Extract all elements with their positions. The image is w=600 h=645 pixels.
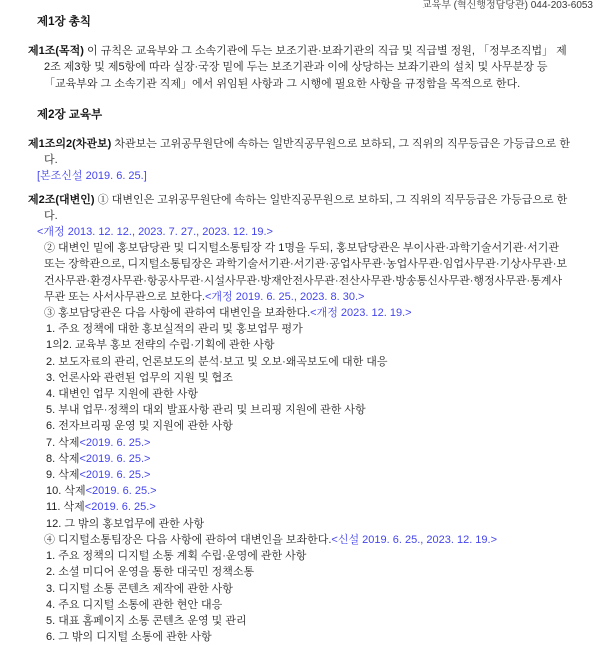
text-segment: 3. 디지털 소통 콘텐츠 제작에 관한 사항 [46, 582, 233, 595]
text-segment: 5. 대표 홈페이지 소통 콘텐츠 운영 및 관리 [46, 614, 247, 627]
doc-line [0, 499, 600, 515]
amendment-link[interactable]: <개정 2013. 12. 12., 2023. 7. 27., 2023. 12. 19.> [37, 226, 273, 239]
text-segment: 7. 삭제 [46, 436, 80, 449]
amendment-link[interactable]: <2019. 6. 25.> [79, 452, 151, 465]
doc-line [0, 370, 600, 386]
doc-line [0, 321, 600, 337]
amendment-link[interactable]: [본조신설 2019. 6. 25.] [37, 170, 147, 183]
doc-line [0, 581, 600, 597]
doc-line [0, 418, 600, 434]
amendment-link[interactable]: <2019. 6. 25.> [79, 469, 151, 482]
amendment-link[interactable]: <신설 2019. 6. 25., 2023. 12. 19.> [331, 533, 498, 546]
document-body [0, 14, 600, 645]
text-segment: 2. 보도자료의 관리, 언론보도의 분석·보고 및 오보·왜곡보도에 대한 대응 [46, 355, 388, 368]
article-label: 제1조(목적) [28, 45, 84, 58]
chapter-heading [0, 107, 600, 123]
text-segment: 5. 부내 업무·정책의 대외 발표사항 관리 및 브리핑 지원에 관한 사항 [46, 404, 366, 417]
article-label: 제2장 교육부 [37, 108, 103, 121]
text-segment: 11. 삭제 [46, 501, 85, 514]
doc-line [0, 224, 600, 240]
doc-line [0, 305, 600, 321]
text-segment: 1의2. 교육부 홍보 전략의 수립·기획에 관한 사항 [46, 339, 275, 352]
text-segment: 8. 삭제 [46, 452, 80, 465]
text-segment: ③ 홍보담당관은 다음 사항에 관하여 대변인을 보좌한다. [44, 307, 311, 320]
amendment-link[interactable]: <개정 2023. 12. 19.> [310, 307, 412, 320]
text-segment: 10. 삭제 [46, 485, 86, 498]
text-segment: ① 대변인은 고위공무원단에 속하는 일반직공무원으로 보하되, 그 직위의 직무등급은 가등급으로 한다. [44, 193, 568, 222]
doc-line [0, 402, 600, 418]
amendment-link[interactable]: <개정 2019. 6. 25., 2023. 8. 30.> [205, 290, 365, 303]
amendment-link[interactable]: <2019. 6. 25.> [84, 501, 156, 514]
article-label: 제1조의2(차관보) [28, 138, 112, 151]
doc-line [0, 192, 600, 224]
chapter-heading [0, 14, 600, 30]
doc-line [0, 597, 600, 613]
text-segment: 12. 그 밖의 홍보업무에 관한 사항 [46, 517, 205, 530]
doc-line [0, 548, 600, 564]
text-segment: ② 대변인 밑에 홍보담당관 및 디지털소통팀장 각 1명을 두되, 홍보담당관은 부이사관·과학기술서기관·서기관 또는 장학관으로, 디지털소통팀장은 과학기술서기관·서기관·공업사무관·농업사무관·임업사무관·기상사무관·보건사무관·환경사무관·항공사무관·시설사무관·방재안전사무관·전산사무관·방송통신사무관·행정사무관·통계사무관 또는 사서사무관으로 보한다. [44, 242, 567, 303]
article-label: 제1장 총칙 [37, 16, 92, 28]
doc-line [0, 629, 600, 645]
doc-line [0, 337, 600, 353]
text-segment: 4. 주요 디지털 소통에 관한 현안 대응 [46, 598, 223, 611]
doc-line [0, 532, 600, 548]
text-segment: 이 규칙은 교육부와 그 소속기관에 두는 보조기관·보좌기관의 직급 및 직급별 정원, 「정부조직법」 제2조 제3항 및 제5항에 따라 실장·국장 밑에 두는 보조기관과 이에 상당하는 보좌기관의 설치 및 사무분장 등 「교육부와 그 소속기관 직제」에서 위임된 사항과 그 시행에 필요한 사항을 규정함을 목적으로 한다. [44, 45, 567, 90]
doc-line [0, 43, 600, 92]
doc-line [0, 136, 600, 168]
amendment-link[interactable]: <2019. 6. 25.> [79, 436, 151, 449]
text-segment: 차관보는 고위공무원단에 속하는 일반직공무원으로 보하되, 그 직위의 직무등급은 가등급으로 한다. [44, 138, 570, 167]
text-segment: 3. 언론사와 관련된 업무의 지원 및 협조 [46, 371, 233, 384]
text-segment: 6. 그 밖의 디지털 소통에 관한 사항 [46, 631, 212, 644]
text-segment: 9. 삭제 [46, 469, 80, 482]
article-label: 제2조(대변인) [28, 193, 95, 206]
amendment-link[interactable]: <2019. 6. 25.> [85, 485, 157, 498]
text-segment: 6. 전자브리핑 운영 및 지원에 관한 사항 [46, 420, 233, 433]
text-segment: 1. 주요 정책에 대한 홍보실적의 관리 및 홍보업무 평가 [46, 323, 303, 336]
contact-info: 교육부 (혁신행정담당관) 044-203-6053 [421, 0, 593, 11]
text-segment: 2. 소셜 미디어 운영을 통한 대국민 정책소통 [46, 566, 255, 579]
text-segment: ④ 디지털소통팀장은 다음 사항에 관하여 대변인을 보좌한다. [44, 533, 332, 546]
doc-line [0, 483, 600, 499]
doc-line [0, 168, 600, 184]
text-segment: 1. 주요 정책의 디지털 소통 계획 수립·운영에 관한 사항 [46, 550, 307, 563]
doc-line [0, 386, 600, 402]
doc-line [0, 564, 600, 580]
doc-line [0, 240, 600, 305]
doc-line [0, 613, 600, 629]
doc-line [0, 516, 600, 532]
doc-line [0, 467, 600, 483]
doc-line [0, 435, 600, 451]
doc-line [0, 354, 600, 370]
text-segment: 4. 대변인 업무 지원에 관한 사항 [46, 388, 198, 401]
doc-line [0, 451, 600, 467]
